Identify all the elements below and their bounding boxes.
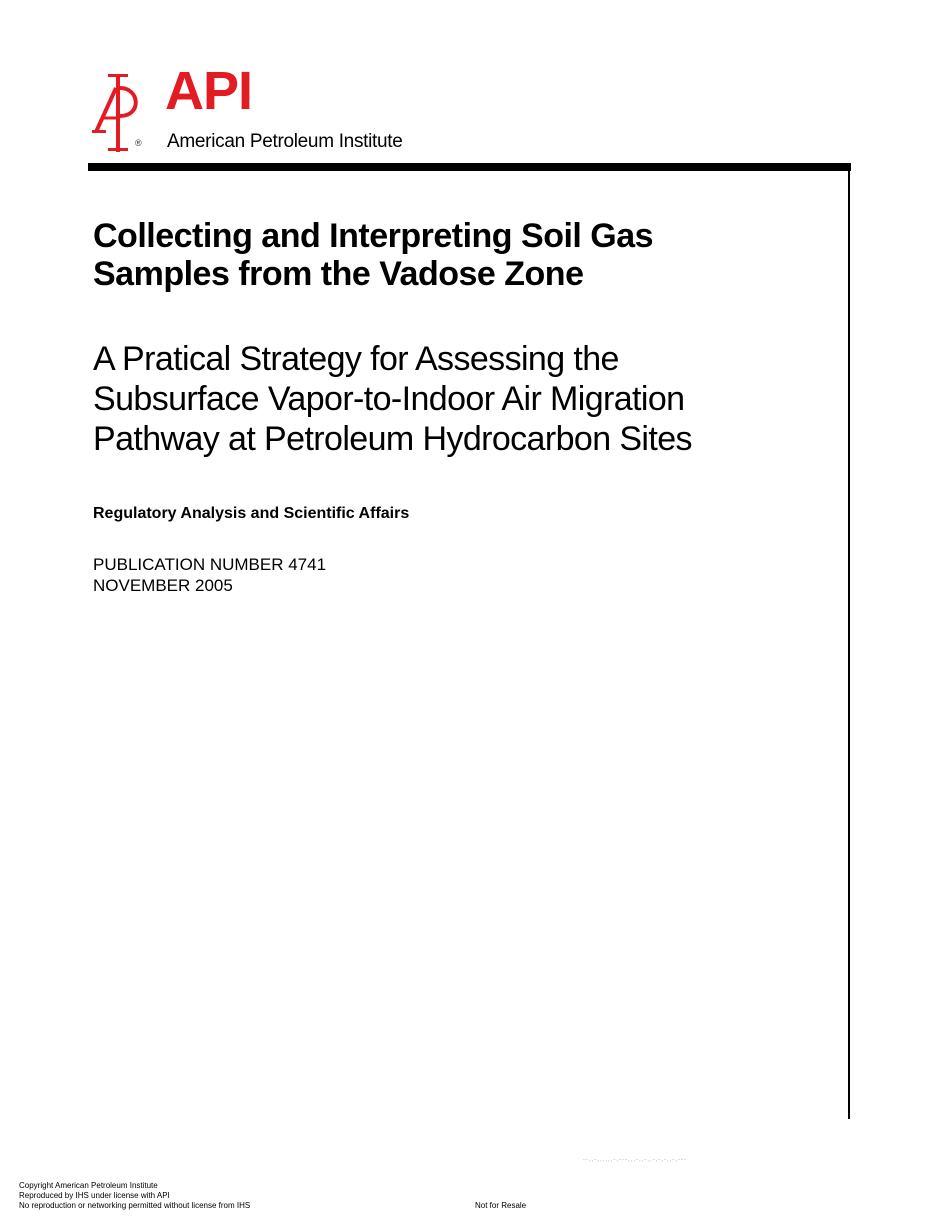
subtitle-line: Subsurface Vapor-to-Indoor Air Migration xyxy=(93,380,685,418)
subtitle-line: A Pratical Strategy for Assessing the xyxy=(93,340,619,378)
title-line: Samples from the Vadose Zone xyxy=(93,255,584,293)
document-title xyxy=(93,217,813,293)
document-subtitle xyxy=(93,339,833,459)
publication-date: NOVEMBER 2005 xyxy=(93,576,233,595)
publication-info xyxy=(93,554,326,596)
header-rule xyxy=(88,163,851,171)
title-line: Collecting and Interpreting Soil Gas xyxy=(93,217,654,255)
footer-line: No reproduction or networking permitted without license from IHS xyxy=(19,1201,251,1210)
not-for-resale-notice: Not for Resale xyxy=(475,1201,527,1210)
subtitle-line: Pathway at Petroleum Hydrocarbon Sites xyxy=(93,420,692,458)
scan-artifact-text: --,,-,,,,,,-,---,,,-,,-,,-,-,-,,-,--- xyxy=(583,1157,687,1163)
logo-organization-name: American Petroleum Institute xyxy=(167,131,403,152)
department-name: Regulatory Analysis and Scientific Affairs xyxy=(93,505,410,522)
api-logo xyxy=(92,61,452,154)
footer-line: Reproduced by IHS under license with API xyxy=(19,1191,170,1200)
right-margin-rule xyxy=(848,163,850,1119)
registered-mark: ® xyxy=(135,138,142,148)
footer-line: Copyright American Petroleum Institute xyxy=(19,1181,158,1190)
copyright-footer xyxy=(19,1181,250,1211)
logo-acronym: API xyxy=(165,61,253,121)
publication-number: PUBLICATION NUMBER 4741 xyxy=(93,555,327,574)
